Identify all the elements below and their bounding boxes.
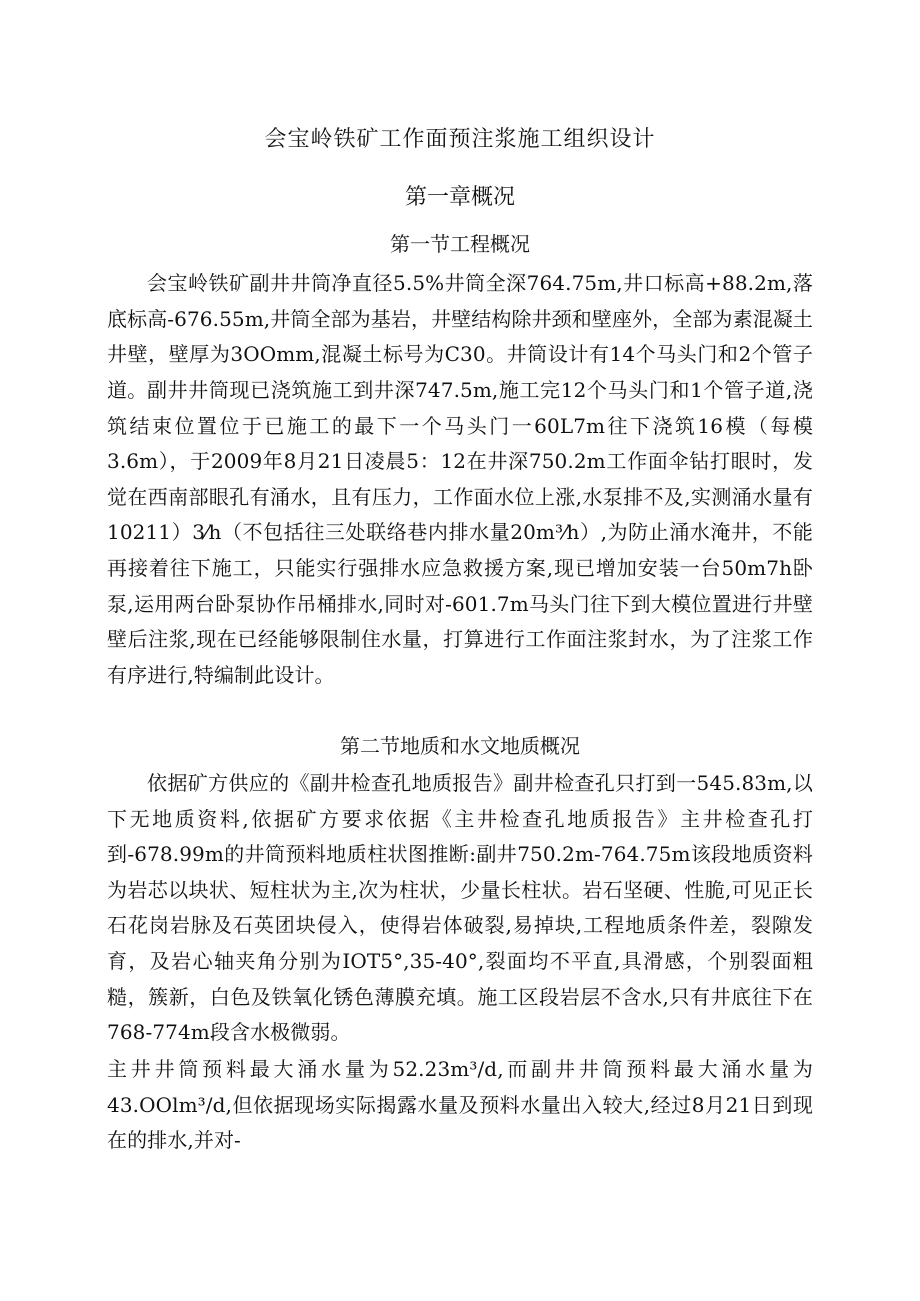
paragraph-construction-status: 副井井筒现已浇筑施工到井深747.5m,施工完12个马头门和1个管子道,浇筑结束位置位于已施工的最下一个马头门一60L7m往下浇筑16模（每模3.6m），于2009年8月21日凌晨5：12在井深750.2m工作面伞钻打眼时，发觉在西南部眼孔有涌水，且有压力，工作面水位上涨,水泵排不及,实测涌水量有10211）3⁄h（不包括往三处联络巷内排水量20m³⁄h）,为防止涌水淹井，不能再接着往下施工，只能实行强排水应急救援方案,现已增加安装一台50m7h卧泵,运用两台卧泵协作吊桶排水,同时对-601.7m马头门往下到大模位置进行井壁壁后注浆,现在已经能够限制住水量，打算进行工作面注浆封水，为了注浆工作有序进行,特编制此设计。 xyxy=(107,378,813,687)
paragraph-water-inflow: 主井井筒预料最大涌水量为52.23m³/d,而副井井筒预料最大涌水量为43.OOlm³/d,但依据现场实际揭露水量及预料水量出入较大,经过8月21日到现在的排水,并对- xyxy=(107,1057,813,1153)
chapter-heading: 第一章概况 xyxy=(404,185,515,210)
section-heading-engineering-overview: 第一节工程概况 xyxy=(390,232,530,256)
paragraph-geology-report: 依据矿方供应的《副井检查孔地质报告》副井检查孔只打到一545.83m,以下无地质资料,依据矿方要求依据《主井检查孔地质报告》主井检查孔打到-678.99m的井筒预料地质柱状图推断:副井750.2m-764.75m该段地质资料为岩芯以块状、短柱状为主,次为柱状，少量长柱状。岩石坚硬、性脆,可见正长石花岗岩脉及石英团块侵入，使得岩体破裂,易掉块,工程地质条件差，裂隙发育，及岩心轴夹角分别为IOT5°,35-40°,裂面均不平直,具滑感，个别裂面粗糙，簇新，白色及铁氧化锈色薄膜充填。施工区段岩层不含水,只有井底往下在768-774m段含水极微弱。 xyxy=(107,771,813,1045)
section-heading-geology-hydrogeology: 第二节地质和水文地质概况 xyxy=(340,734,580,758)
paragraph-shaft-specs: 会宝岭铁矿副井井筒净直径5.5%井筒全深764.75m,井口标高+88.2m,落底标高-676.55m,井筒全部为基岩，井壁结构除井颈和壁座外，全部为素混凝土井壁，壁厚为3OOmm,混凝土标号为C30。井筒设计有14个马头门和2个管子道。 xyxy=(107,271,813,402)
document-title: 会宝岭铁矿工作面预注浆施工组织设计 xyxy=(264,127,656,152)
